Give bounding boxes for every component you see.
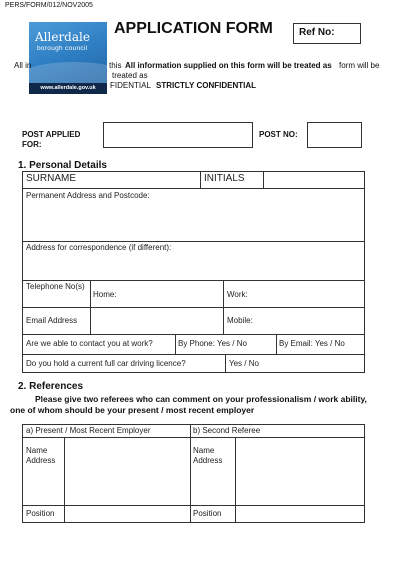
page-title: APPLICATION FORM: [114, 20, 273, 37]
references-table: [22, 424, 365, 523]
references-heading: 2. References: [18, 381, 84, 392]
referee-b-position-label: Position: [193, 509, 222, 518]
referee-b-address-label: Address: [193, 456, 223, 465]
info-treated: treated as: [112, 71, 148, 80]
driving-licence-question: Do you hold a current full car driving licence?: [26, 359, 186, 368]
info-prefix-left: All in: [14, 61, 32, 70]
referee-b-name-label: Name: [193, 446, 215, 455]
info-this: this: [109, 61, 122, 70]
surname-label: SURNAME: [26, 173, 77, 184]
contact-at-work-question: Are we able to contact you at work?: [26, 339, 153, 348]
contact-by-email-option[interactable]: By Email: Yes / No: [279, 339, 345, 348]
logo-subtitle: borough council: [37, 45, 88, 52]
email-label: Email Address: [26, 316, 78, 325]
work-phone-label: Work:: [227, 290, 248, 299]
allerdale-logo: [29, 22, 107, 94]
permanent-address-label: Permanent Address and Postcode:: [26, 191, 150, 200]
referee-b-heading: b) Second Referee: [193, 426, 261, 435]
driving-licence-answer[interactable]: Yes / No: [229, 359, 259, 368]
strictly-confidential: STRICTLY CONFIDENTIAL: [156, 81, 257, 90]
info-fidential: FIDENTIAL: [110, 81, 151, 90]
referee-a-address-label: Address: [26, 456, 56, 465]
initials-label: INITIALS: [204, 173, 245, 184]
form-reference-code: PERS/FORM/012/NOV2005: [5, 2, 93, 9]
post-applied-field[interactable]: [103, 122, 253, 148]
correspondence-address-label: Address for correspondence (if different):: [26, 243, 172, 252]
post-applied-label-1: POST APPLIED: [22, 130, 81, 139]
references-intro-line-2: one of whom should be your present / most recent employer: [10, 405, 255, 415]
info-right: form will be: [339, 61, 380, 70]
post-no-label: POST NO:: [259, 130, 298, 139]
post-applied-label-2: FOR:: [22, 140, 42, 149]
contact-by-phone-option[interactable]: By Phone: Yes / No: [178, 339, 247, 348]
info-notice: All information supplied on this form will be treated as: [125, 61, 332, 70]
referee-a-position-label: Position: [26, 509, 55, 518]
logo-name: Allerdale: [35, 30, 90, 44]
ref-no-box[interactable]: [293, 23, 361, 44]
post-no-field[interactable]: [307, 122, 362, 148]
referee-a-heading: a) Present / Most Recent Employer: [26, 426, 151, 435]
telephone-label: Telephone No(s): [26, 282, 85, 291]
ref-no-label: Ref No:: [299, 27, 335, 38]
referee-a-name-label: Name: [26, 446, 48, 455]
logo-url: www.allerdale.gov.uk: [29, 83, 107, 94]
references-intro-line-1: Please give two referees who can comment on your professionalism / work ability,: [35, 394, 367, 404]
personal-details-table: [22, 171, 365, 373]
mobile-label: Mobile:: [227, 316, 253, 325]
personal-details-heading: 1. Personal Details: [18, 160, 107, 171]
home-phone-label: Home:: [93, 290, 117, 299]
